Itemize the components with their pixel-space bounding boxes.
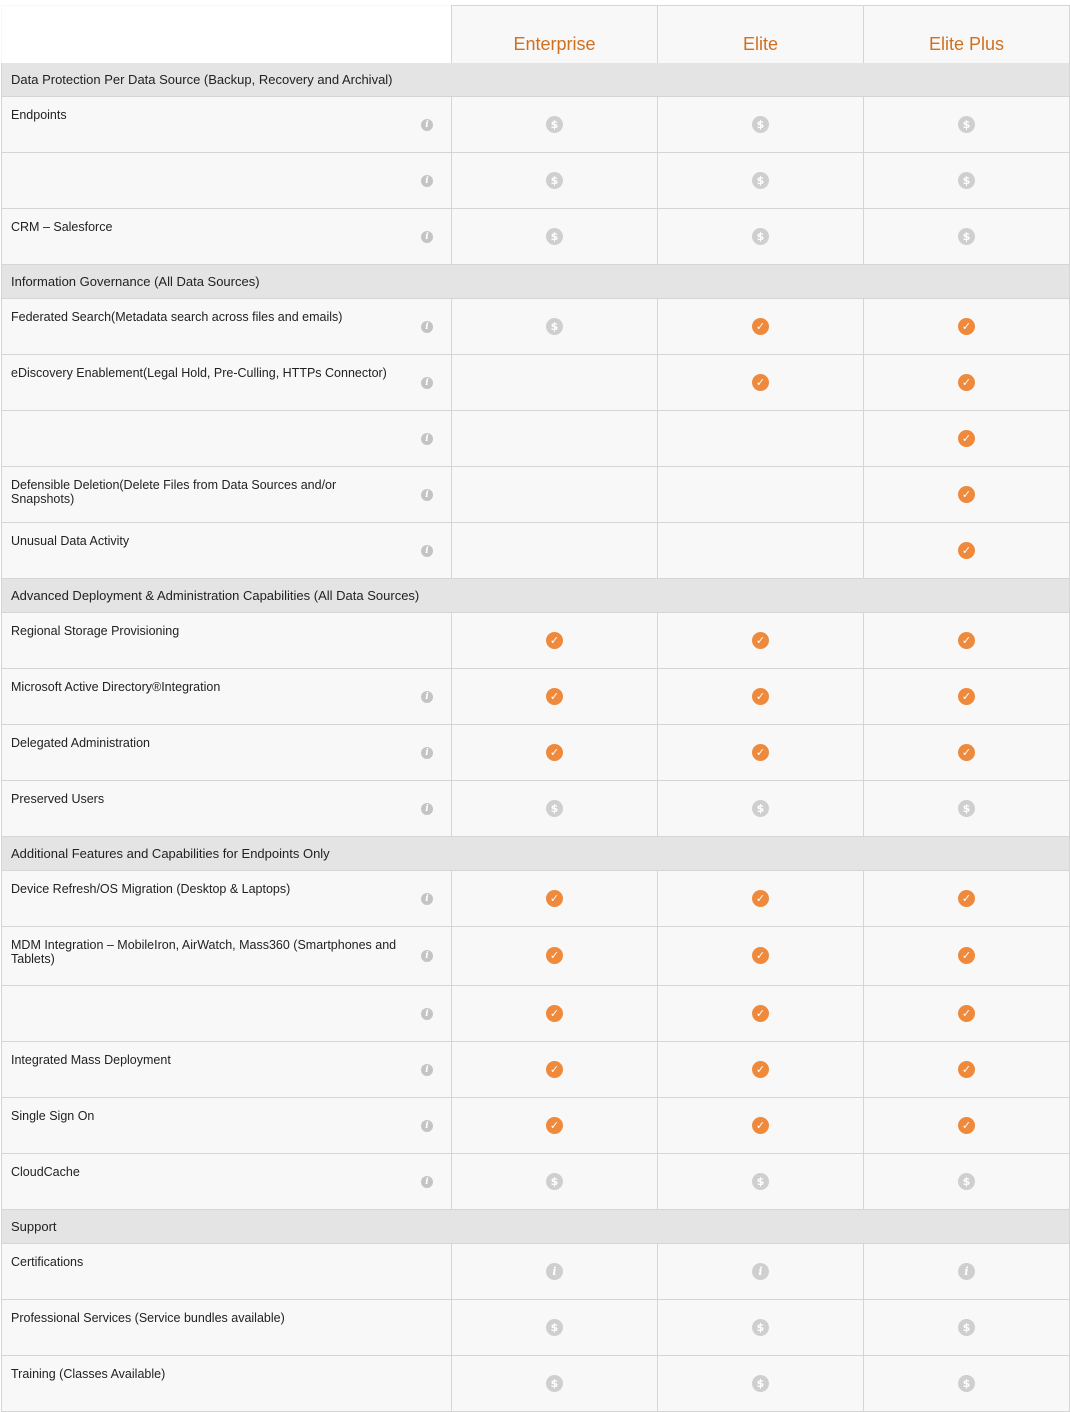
dollar-icon: $ [546,1173,563,1190]
section-title: Information Governance (All Data Sources) [2,265,1070,299]
plan-cell-enterprise [452,97,658,153]
check-icon: ✓ [958,890,975,907]
dollar-icon: $ [958,116,975,133]
plan-cell-elite-plus [864,411,1070,467]
plan-cell-elite [658,1356,864,1412]
feature-cell [2,299,452,355]
dollar-icon: $ [752,1173,769,1190]
check-icon: ✓ [958,947,975,964]
feature-label: Device Refresh/OS Migration (Desktop & Laptops) [11,882,291,896]
feature-label: eDiscovery Enablement(Legal Hold, Pre-Culling, HTTPs Connector) [11,366,387,380]
info-icon[interactable]: i [421,1008,433,1020]
feature-cell [2,725,452,781]
plan-cell-elite [658,927,864,986]
info-icon[interactable]: i [421,803,433,815]
plan-cell-elite-plus [864,209,1070,265]
info-icon[interactable]: i [421,433,433,445]
feature-row [2,153,1070,209]
plan-cell-enterprise [452,411,658,467]
dollar-icon: $ [752,172,769,189]
dollar-icon: $ [752,228,769,245]
feature-row [2,613,1070,669]
info-icon[interactable]: i [421,119,433,131]
plan-cell-elite [658,523,864,579]
feature-label: Training (Classes Available) [11,1367,166,1381]
plan-cell-enterprise [452,153,658,209]
feature-row [2,725,1070,781]
plan-cell-elite-plus [864,299,1070,355]
feature-row [2,1356,1070,1412]
plan-cell-elite-plus [864,1154,1070,1210]
feature-row [2,299,1070,355]
check-icon: ✓ [958,632,975,649]
section-row [2,837,1070,871]
feature-label: Integrated Mass Deployment [11,1053,171,1067]
plan-cell-elite [658,97,864,153]
plan-cell-elite [658,411,864,467]
feature-label: Endpoints [11,108,67,122]
dollar-icon: $ [546,1319,563,1336]
info-icon[interactable]: i [421,489,433,501]
feature-cell [2,986,452,1042]
plan-cell-elite-plus [864,523,1070,579]
feature-cell [2,927,452,986]
dollar-icon: $ [958,1319,975,1336]
plan-cell-elite-plus [864,725,1070,781]
feature-label: CRM – Salesforce [11,220,113,234]
plan-cell-enterprise [452,871,658,927]
feature-row [2,1300,1070,1356]
plan-cell-enterprise [452,523,658,579]
feature-cell [2,1042,452,1098]
plan-cell-elite-plus [864,355,1070,411]
feature-label: Delegated Administration [11,736,150,750]
feature-cell [2,467,452,523]
check-icon: ✓ [546,632,563,649]
feature-row [2,209,1070,265]
info-icon[interactable]: i [421,175,433,187]
plan-cell-elite-plus [864,986,1070,1042]
plan-cell-elite-plus [864,1098,1070,1154]
plan-cell-elite [658,355,864,411]
check-icon: ✓ [546,890,563,907]
check-icon: ✓ [752,1061,769,1078]
info-icon[interactable]: i [421,747,433,759]
feature-row [2,1244,1070,1300]
section-row [2,579,1070,613]
plan-cell-elite [658,467,864,523]
dollar-icon: $ [752,1319,769,1336]
feature-cell [2,1356,452,1412]
check-icon: ✓ [752,318,769,335]
section-title: Data Protection Per Data Source (Backup, Recovery and Archival) [2,63,1070,97]
plan-header-elite: Elite [658,6,864,64]
check-icon: ✓ [752,1005,769,1022]
feature-label: Certifications [11,1255,84,1269]
feature-cell [2,1300,452,1356]
plan-cell-enterprise [452,1042,658,1098]
dollar-icon: $ [546,172,563,189]
plan-cell-enterprise [452,355,658,411]
info-icon[interactable]: i [421,893,433,905]
check-icon: ✓ [752,890,769,907]
feature-row [2,781,1070,837]
feature-row [2,523,1070,579]
plan-header-elite-plus: Elite Plus [864,6,1070,64]
check-icon: ✓ [958,374,975,391]
check-icon: ✓ [958,542,975,559]
feature-label: MDM Integration – MobileIron, AirWatch, Mass360 (Smartphones and Tablets) [11,938,397,966]
check-icon: ✓ [546,1005,563,1022]
plan-cell-enterprise [452,986,658,1042]
feature-cell [2,97,452,153]
dollar-icon: $ [546,318,563,335]
feature-label: Professional Services (Service bundles available) [11,1311,285,1325]
dollar-icon: $ [752,116,769,133]
feature-cell [2,1098,452,1154]
check-icon: ✓ [958,688,975,705]
info-icon[interactable]: i [421,1120,433,1132]
check-icon: ✓ [958,486,975,503]
plan-cell-elite [658,871,864,927]
plan-cell-elite [658,725,864,781]
plan-cell-elite [658,1154,864,1210]
feature-cell [2,669,452,725]
check-icon: ✓ [546,947,563,964]
dollar-icon: $ [752,800,769,817]
check-icon: ✓ [546,688,563,705]
dollar-icon: $ [958,800,975,817]
check-icon: ✓ [546,1061,563,1078]
plan-cell-elite-plus [864,97,1070,153]
info-icon[interactable]: i [421,377,433,389]
plan-cell-elite-plus [864,871,1070,927]
feature-label: Single Sign On [11,1109,95,1123]
plan-cell-elite [658,613,864,669]
plan-cell-enterprise [452,1154,658,1210]
check-icon: ✓ [546,1117,563,1134]
dollar-icon: $ [546,228,563,245]
plan-cell-elite [658,1244,864,1300]
feature-cell [2,523,452,579]
plan-cell-enterprise [452,927,658,986]
feature-row [2,927,1070,986]
plan-cell-enterprise [452,725,658,781]
plan-cell-elite [658,781,864,837]
feature-row [2,411,1070,467]
section-title: Advanced Deployment & Administration Capabilities (All Data Sources) [2,579,1070,613]
section-row [2,1210,1070,1244]
dollar-icon: $ [958,172,975,189]
plan-cell-elite-plus [864,467,1070,523]
check-icon: ✓ [958,318,975,335]
plan-cell-enterprise [452,1244,658,1300]
check-icon: ✓ [958,1117,975,1134]
plan-header-enterprise: Enterprise [452,6,658,64]
plan-cell-enterprise [452,467,658,523]
section-row [2,265,1070,299]
plan-cell-elite-plus [864,927,1070,986]
section-title: Support [2,1210,1070,1244]
plan-cell-elite [658,153,864,209]
plan-cell-elite [658,299,864,355]
feature-cell [2,781,452,837]
check-icon: ✓ [958,744,975,761]
check-icon: ✓ [752,632,769,649]
plan-cell-elite-plus [864,613,1070,669]
plan-cell-elite-plus [864,669,1070,725]
plan-cell-enterprise [452,1098,658,1154]
plan-cell-elite [658,986,864,1042]
feature-cell [2,411,452,467]
check-icon: ✓ [958,430,975,447]
plan-cell-elite-plus [864,1300,1070,1356]
plan-cell-elite-plus [864,1356,1070,1412]
info-icon[interactable]: i [421,691,433,703]
plan-header-row [2,6,1070,64]
check-icon: ✓ [546,744,563,761]
info-icon[interactable]: i [421,1064,433,1076]
plan-cell-elite [658,1098,864,1154]
feature-cell [2,209,452,265]
feature-cell [2,355,452,411]
plan-cell-elite [658,1300,864,1356]
check-icon: ✓ [958,1061,975,1078]
feature-label: Microsoft Active Directory®Integration [11,680,221,694]
plan-cell-enterprise [452,209,658,265]
feature-row [2,97,1070,153]
dollar-icon: $ [958,1173,975,1190]
info-icon[interactable]: i [421,321,433,333]
feature-label: Unusual Data Activity [11,534,130,548]
plan-cell-elite [658,669,864,725]
feature-cell [2,1244,452,1300]
plan-cell-enterprise [452,299,658,355]
feature-cell [2,1154,452,1210]
check-icon: ✓ [958,1005,975,1022]
plan-cell-elite [658,1042,864,1098]
feature-row [2,1098,1070,1154]
plan-cell-elite-plus [864,781,1070,837]
feature-row [2,355,1070,411]
plan-cell-enterprise [452,781,658,837]
info-icon[interactable]: i [958,1263,975,1280]
check-icon: ✓ [752,1117,769,1134]
plan-cell-elite [658,209,864,265]
plan-cell-enterprise [452,1356,658,1412]
plan-cell-enterprise [452,613,658,669]
info-icon[interactable]: i [421,545,433,557]
dollar-icon: $ [546,1375,563,1392]
check-icon: ✓ [752,374,769,391]
plan-comparison-table [1,5,1070,1412]
check-icon: ✓ [752,688,769,705]
info-icon[interactable]: i [752,1263,769,1280]
plan-cell-enterprise [452,1300,658,1356]
dollar-icon: $ [752,1375,769,1392]
feature-cell [2,613,452,669]
feature-row [2,871,1070,927]
plan-cell-enterprise [452,669,658,725]
plan-cell-elite-plus [864,1042,1070,1098]
feature-row [2,467,1070,523]
feature-cell [2,153,452,209]
dollar-icon: $ [958,228,975,245]
info-icon[interactable]: i [421,1176,433,1188]
feature-row [2,669,1070,725]
feature-row [2,1154,1070,1210]
dollar-icon: $ [546,116,563,133]
feature-label: Preserved Users [11,792,105,806]
feature-label: Regional Storage Provisioning [11,624,180,638]
header-spacer [2,6,452,64]
feature-row [2,1042,1070,1098]
dollar-icon: $ [958,1375,975,1392]
feature-label: CloudCache [11,1165,80,1179]
check-icon: ✓ [752,947,769,964]
plan-cell-elite-plus [864,1244,1070,1300]
feature-label: Defensible Deletion(Delete Files from Data Sources and/or Snapshots) [11,478,337,506]
section-row [2,63,1070,97]
info-icon[interactable]: i [421,950,433,962]
feature-cell [2,871,452,927]
feature-label: Federated Search(Metadata search across files and emails) [11,310,343,324]
check-icon: ✓ [752,744,769,761]
feature-row [2,986,1070,1042]
info-icon[interactable]: i [421,231,433,243]
section-title: Additional Features and Capabilities for Endpoints Only [2,837,1070,871]
plan-cell-elite-plus [864,153,1070,209]
info-icon[interactable]: i [546,1263,563,1280]
dollar-icon: $ [546,800,563,817]
